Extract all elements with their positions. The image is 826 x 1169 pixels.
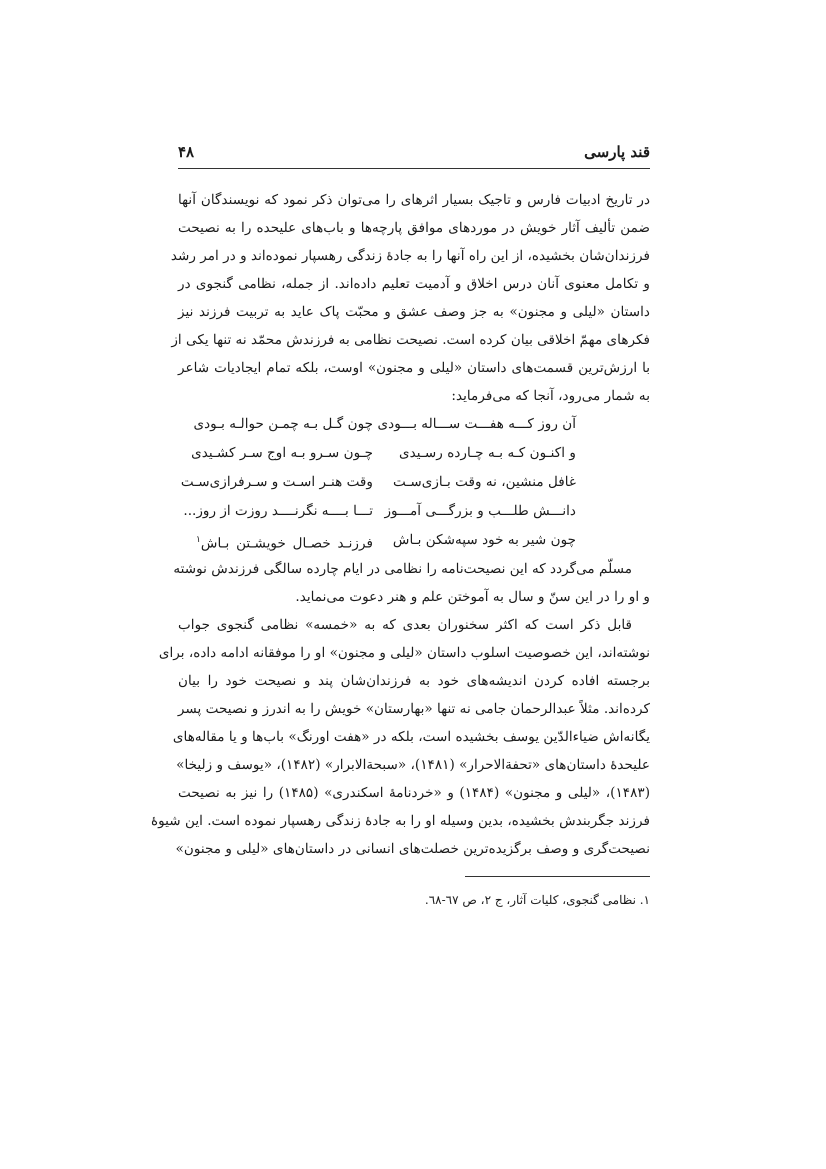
text-line: ضمن تألیف آثار خویش در موردهای موافق پارچه‌ها و باب‌های علیحده را به نصیحت — [178, 220, 650, 236]
text-line: و او را در این سنّ و سال به آموختن علم و هنر دعوت می‌نماید. — [295, 589, 650, 605]
text-line: نصیحت‌گری و وصف برگزیده‌ترین خصلت‌های انسانی در داستان‌های «لیلی و مجنون» — [175, 841, 650, 857]
text-line: علیحدهٔ داستان‌های «تحفة‌الاحرار» (۱۴۸۱)، «سبحة‌الابرار» (۱۴۸۲)، «یوسف و زلیخا» — [176, 757, 650, 773]
poem-verse — [178, 526, 650, 555]
poem-verse — [178, 468, 650, 497]
verse-first-hemistich: دانـــش طلـــب و بزرگـــی آمـــوز — [384, 503, 576, 519]
main-text — [151, 186, 651, 863]
verse-second-hemistich: چون گـل بـه چمـن حوالـه بـودی — [193, 416, 373, 432]
verse-second-hemistich: تـــا بــــه نگرنــــد روزت از روز... — [183, 503, 373, 519]
text-line: برجسته افاده کردن اندیشه‌های خود به فرزندان‌شان پند و نصیحت خود را بیان — [178, 673, 650, 689]
text-line: کرده‌اند. مثلاً عبدالرحمان جامی نه تنها «بهارستان» خویش را به اندرز و نصیحت پسر — [177, 701, 650, 717]
header-divider — [178, 168, 650, 169]
text-line: به شمار می‌رود، آنجا که می‌فرماید: — [451, 388, 650, 404]
journal-title: قند پارسی — [584, 143, 650, 161]
page-number: ۴۸ — [178, 143, 195, 161]
verse-second-hemistich: وقت هنـر اسـت و سـرفرازی‌سـت — [180, 474, 373, 490]
poem-block — [178, 410, 650, 555]
hemistich-text: فرزنـد خصـال خویشـتن بـاش — [200, 535, 373, 552]
text-line: فرزندان‌شان بخشیده، از این راه آنها را به جادهٔ زندگی رهسپار نموده‌اند و در امر رشد — [170, 248, 650, 264]
text-line: داستان «لیلی و مجنون» به جز وصف عشق و محبّت پاک عاید به تربیت فرزند نیز — [178, 304, 650, 320]
text-line: (۱۴۸۳)، «لیلی و مجنون» (۱۴۸۴) و «خردنامهٔ اسکندری» (۱۴۸۵) را نیز به نصیحت — [178, 785, 651, 801]
text-line: مسلّم می‌گردد که این نصیحت‌نامه را نظامی در ایام چارده سالگی فرزندش نوشته — [173, 561, 632, 577]
verse-first-hemistich: چون شیر به خود سپه‌شکن بـاش — [392, 532, 576, 548]
paragraph-followers — [151, 611, 651, 863]
verse-first-hemistich: آن روز کـــه هفـــت ســـاله بـــودی — [377, 416, 576, 432]
verse-second-hemistich — [196, 526, 373, 555]
footnote-marker: ١ — [196, 535, 201, 545]
text-line: در تاریخ ادبیات فارس و تاجیک بسیار اثرهای را می‌توان ذکر نمود که نویسندگان آنها — [178, 192, 650, 208]
running-header — [178, 143, 650, 165]
paragraph-intro — [170, 186, 650, 410]
text-line: فکرهای مهمّ اخلاقی بیان کرده است. نصیحت نظامی به فرزندش محمّد نه تنها یکی از — [171, 332, 650, 348]
footnote-divider — [465, 876, 650, 877]
verse-second-hemistich: چـون سـرو بـه اوج سـر کشـیدی — [191, 445, 373, 461]
poem-verse — [178, 497, 650, 526]
footnote: ١. نظامی گنجوی، کلیات آثار، ج ٢، ص ٦٧-٦٨. — [424, 893, 650, 907]
paragraph-conclusion — [173, 555, 650, 611]
verse-first-hemistich: غافل منشین، نه وقت بـازی‌سـت — [393, 474, 576, 490]
text-line: نوشته‌اند، این خصوصیت اسلوب داستان «لیلی و مجنون» او را موفقانه ادامه داده، برای — [158, 645, 650, 661]
text-line: فرزند جگربندش بخشیده، بدین وسیله او را به جادهٔ زندگی رهسپار نموده است. این شیوهٔ — [151, 813, 650, 829]
text-line: با ارزش‌ترین قسمت‌های داستان «لیلی و مجنون» اوست، بلکه تمام ایجادیات شاعر — [178, 360, 650, 376]
text-line: و تکامل معنوی آنان درس اخلاق و آدمیت تعلیم داده‌اند. از جمله، نظامی گنجوی در — [178, 276, 650, 292]
poem-verse — [178, 410, 650, 439]
poem-verse — [178, 439, 650, 468]
text-line: قابل ذکر است که اکثر سخنوران بعدی که به «خمسه» نظامی گنجوی جواب — [178, 617, 632, 633]
text-line: یگانه‌اش ضیاءالدّین یوسف بخشیده است، بلکه در «هفت اورنگ» باب‌ها و یا مقاله‌های — [172, 729, 650, 745]
verse-first-hemistich: و اکنـون کـه بـه چـارده رسـیدی — [399, 445, 576, 461]
